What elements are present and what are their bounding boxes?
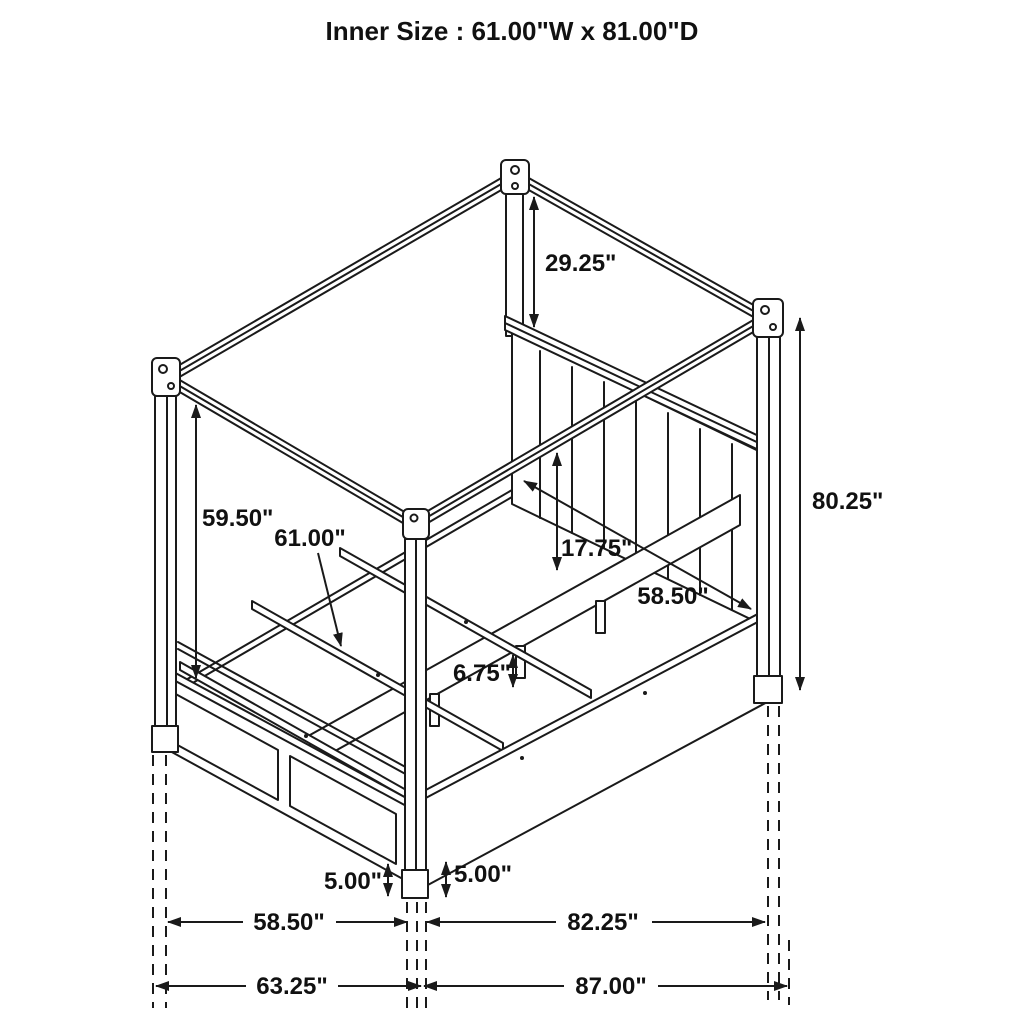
dim-front-leg-height <box>324 864 388 896</box>
dim-inner-width-label: 61.00" <box>274 525 346 552</box>
front-post <box>402 539 428 898</box>
dim-front-leg-height-label: 5.00" <box>323 868 383 895</box>
dim-post-clearance <box>196 405 273 678</box>
diagram-title: Inner Size : 61.00"W x 81.00"D <box>325 16 699 46</box>
back-post <box>506 194 523 336</box>
dim-footprint-width-inner <box>168 909 407 936</box>
dim-footprint-depth-inner-label: 82.25" <box>567 909 639 936</box>
dim-slat-leg-height <box>453 655 513 687</box>
dim-footprint-depth-inner <box>427 909 765 936</box>
dim-slat-leg-height-label: 6.75" <box>452 660 512 687</box>
left-post <box>152 396 178 752</box>
dim-post-clearance-label: 59.50" <box>202 505 274 532</box>
dim-overall-width <box>156 973 421 1000</box>
dim-overall-width-label: 63.25" <box>256 973 328 1000</box>
right-post <box>754 337 782 703</box>
dim-canopy-to-headboard-label: 29.25" <box>545 250 617 277</box>
dim-footprint-width-inner-label: 58.50" <box>253 909 325 936</box>
dim-overall-height <box>800 318 883 690</box>
dim-rail-height-label: 17.75" <box>561 535 633 562</box>
dim-headboard-width-label: 58.50" <box>637 583 709 610</box>
dim-overall-height-label: 80.25" <box>812 488 884 515</box>
dim-overall-depth <box>424 973 787 1000</box>
dim-overall-depth-label: 87.00" <box>575 973 647 1000</box>
dim-side-leg-height-label: 5.00" <box>453 861 513 888</box>
dim-side-leg-height <box>446 861 512 897</box>
